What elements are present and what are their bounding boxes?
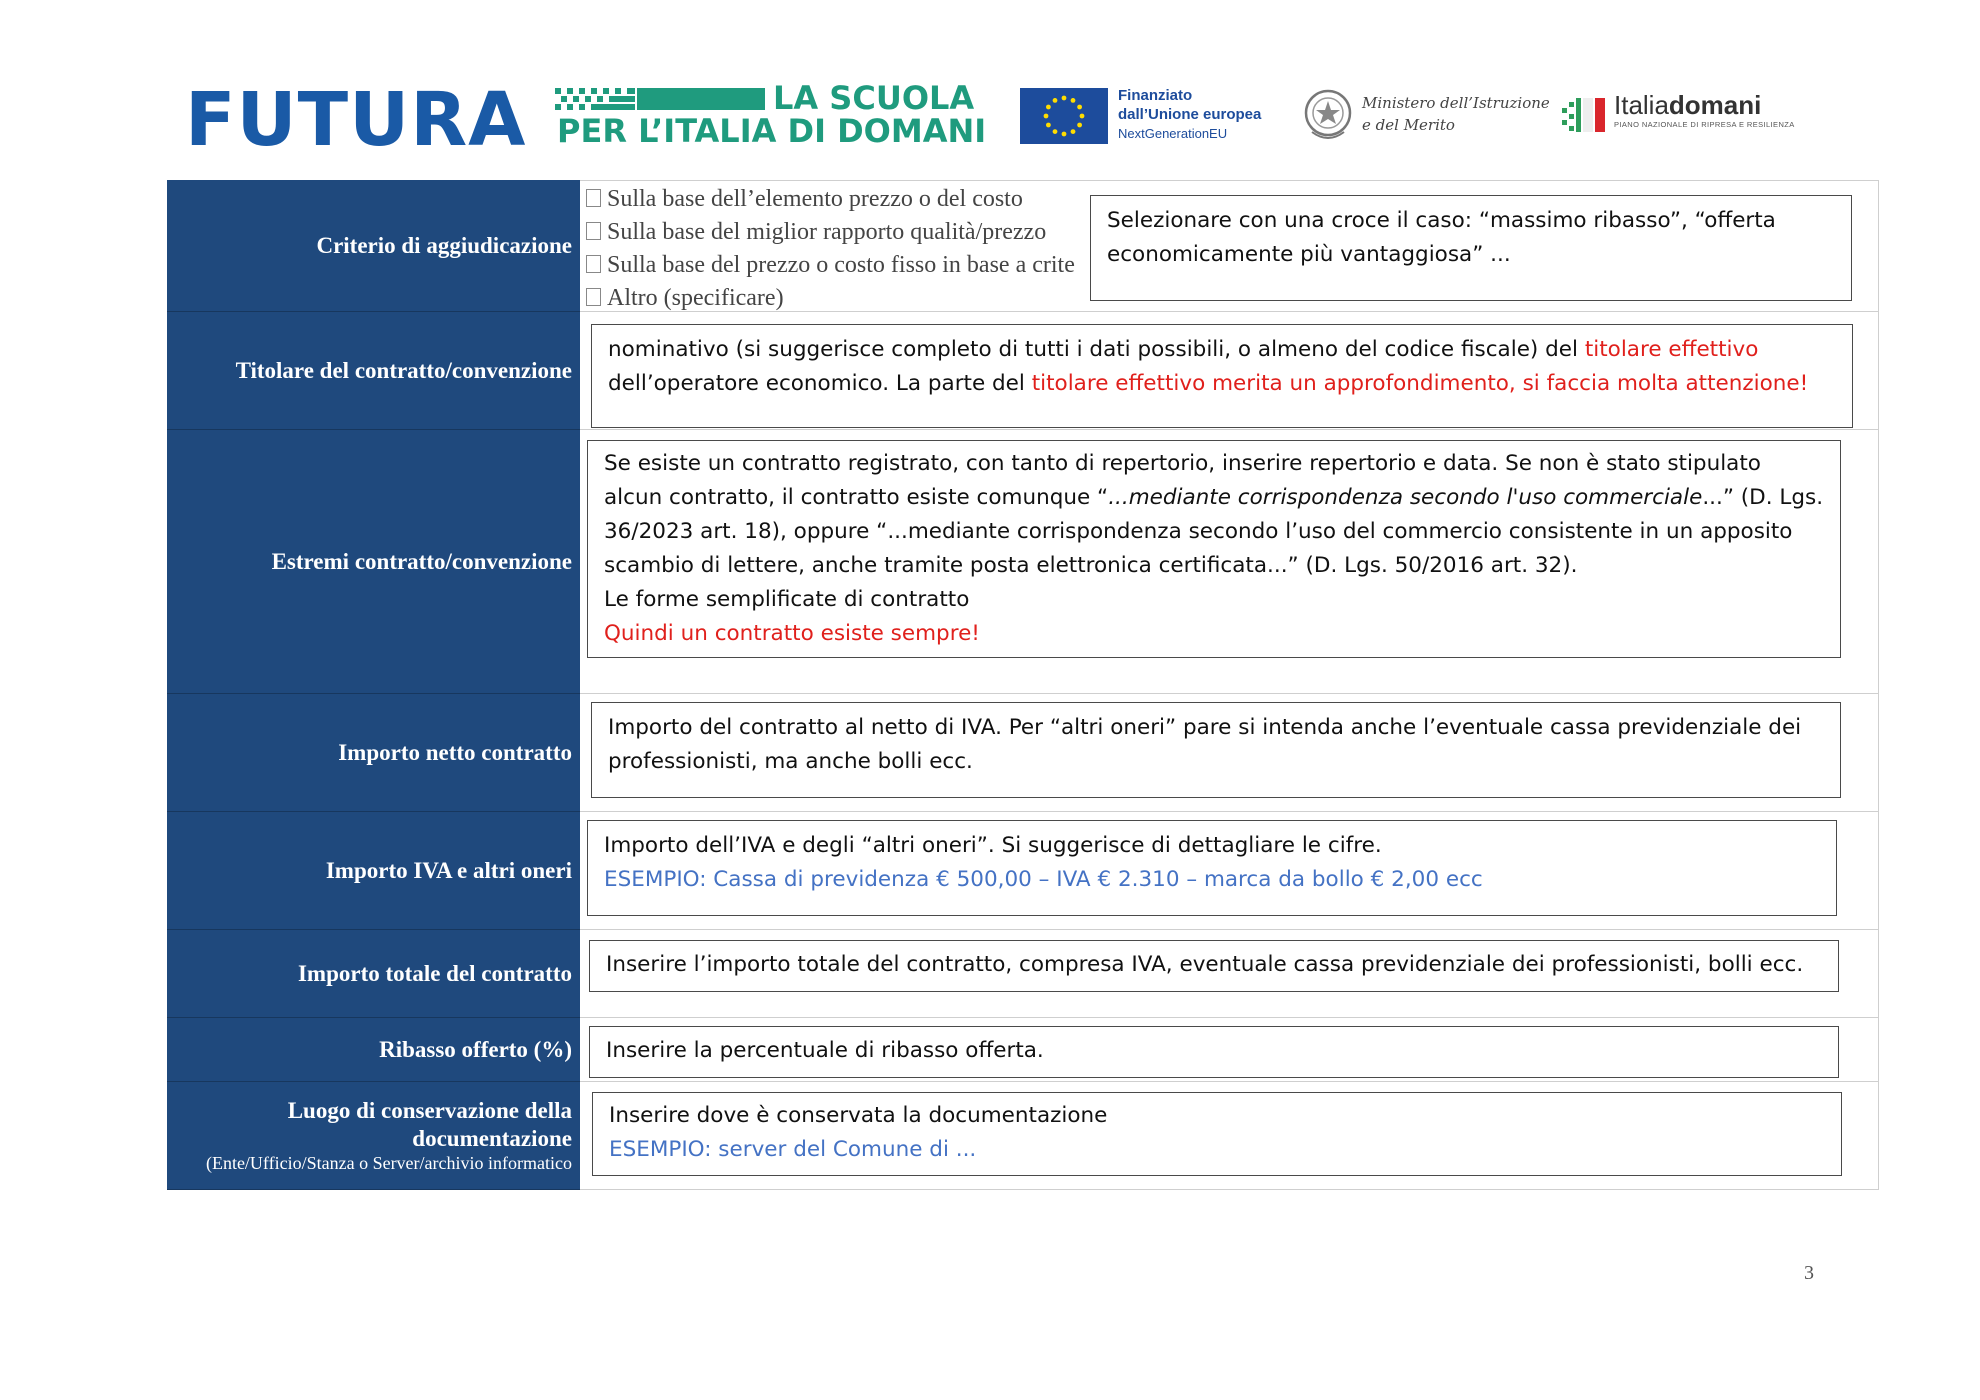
example-text: ESEMPIO: Cassa di previdenza € 500,00 – IVA € 2.310 – marca da bollo € 2,00 ecc [604, 867, 1483, 892]
highlight-text: titolare effettivo [1584, 337, 1759, 362]
row-label: Criterio di aggiudicazione [316, 232, 572, 258]
option-item[interactable] [586, 282, 1075, 315]
luogo-note-box [592, 1092, 1842, 1176]
note-text: dell’operatore economico. La parte del [608, 371, 1032, 396]
titolare-note-box [591, 324, 1853, 428]
option-item[interactable] [586, 249, 1075, 282]
italic-text: ...mediante corrispondenza secondo l'uso commerciale [1108, 485, 1703, 510]
checkbox-icon[interactable] [586, 288, 601, 306]
note-text: Le forme semplificate di contratto [604, 587, 970, 612]
checkbox-icon[interactable] [586, 255, 601, 273]
eu-flag-icon [1020, 88, 1108, 144]
table-row [167, 312, 1879, 430]
eu-line3: NextGenerationEU [1118, 126, 1228, 141]
estremi-note-box [587, 440, 1841, 658]
table-row [167, 1018, 1879, 1082]
row-content-cell [580, 694, 1879, 812]
criterio-options [586, 183, 1075, 315]
row-label: Titolare del contratto/convenzione [235, 357, 572, 383]
ministry-line1: Ministero dell’Istruzione [1362, 94, 1550, 112]
row-content-cell [580, 180, 1879, 312]
option-item[interactable] [586, 216, 1075, 249]
row-label: Estremi contratto/convenzione [271, 548, 572, 574]
highlight-text: Quindi un contratto esiste sempre! [604, 621, 980, 646]
scuola-bar [637, 88, 765, 110]
table-row [167, 1082, 1879, 1190]
row-sublabel: (Ente/Ufficio/Stanza o Server/archivio informatico [205, 1153, 572, 1173]
scuola-logo [555, 79, 987, 150]
option-label: Sulla base dell’elemento prezzo o del costo [607, 186, 1023, 212]
note-text: Inserire l’importo totale del contratto, compresa IVA, eventuale cassa previdenziale dei professionisti, bolli ecc. [606, 952, 1804, 977]
option-item[interactable] [586, 183, 1075, 216]
netto-note-box [591, 702, 1841, 798]
row-label: Ribasso offerto (%) [379, 1036, 572, 1062]
italiadomani-a: Italia [1614, 90, 1669, 120]
ministry-text [1362, 92, 1550, 136]
row-label-cell [167, 930, 580, 1018]
italiadomani-logo [1614, 90, 1795, 129]
italiadomani-sub: PIANO NAZIONALE DI RIPRESA E RESILIENZA [1614, 120, 1795, 129]
criterio-note-box [1090, 195, 1852, 301]
ribasso-input[interactable] [589, 1026, 1839, 1078]
row-content-cell [580, 312, 1879, 430]
scuola-line2: PER L’ITALIA DI DOMANI [557, 112, 987, 150]
note-text: Importo del contratto al netto di IVA. Per “altri oneri” pare si intenda anche l’eventuale cassa previdenziale dei professionisti, ma anche bolli ecc. [608, 715, 1802, 774]
italiadomani-icon [1562, 94, 1608, 136]
note-text: nominativo (si suggerisce completo di tutti i dati possibili, o almeno del codice fiscale) del [608, 337, 1585, 362]
option-label: Sulla base del miglior rapporto qualità/prezzo [607, 219, 1047, 245]
row-content-cell [580, 1018, 1879, 1082]
highlight-text: titolare effettivo merita un approfondimento, si faccia molta attenzione! [1031, 371, 1809, 396]
row-content-cell [580, 930, 1879, 1018]
checkbox-icon[interactable] [586, 189, 601, 207]
row-content-cell [580, 430, 1879, 694]
row-label: Importo totale del contratto [297, 960, 572, 986]
row-label-cell [167, 180, 580, 312]
eu-line2: dall’Unione europea [1118, 106, 1262, 123]
row-label: Luogo di conservazione della documentazione [287, 1098, 572, 1151]
row-label-cell [167, 430, 580, 694]
row-label-cell [167, 1018, 580, 1082]
eu-funding-text [1118, 86, 1261, 143]
table-row [167, 180, 1879, 312]
note-text: Se esiste un contratto registrato, con tanto di repertorio, inserire repertorio e data. Se non è stato stipulato alcun contratto, il contratto esiste comunque “ [604, 451, 1761, 510]
italiadomani-b: domani [1668, 90, 1762, 120]
ministry-line2: e del Merito [1362, 116, 1455, 134]
totale-note-box [589, 940, 1839, 992]
row-content-cell [580, 1082, 1879, 1190]
option-label: Altro (specificare) [607, 285, 784, 311]
note-text: Importo dell’IVA e degli “altri oneri”. Si suggerisce di dettagliare le cifre. [604, 833, 1382, 858]
example-text: ESEMPIO: server del Comune di ... [609, 1137, 977, 1162]
row-label: Importo netto contratto [338, 739, 572, 765]
futura-logo: FUTURA [185, 77, 527, 163]
note-text: Inserire dove è conservata la documentazione [609, 1103, 1108, 1128]
scuola-line1: LA SCUOLA [773, 79, 975, 117]
option-label: Sulla base del prezzo o costo fisso in base a crite [607, 252, 1075, 278]
note-text: Selezionare con una croce il caso: “massimo ribasso”, “offerta economicamente più vantaggiosa” ... [1107, 208, 1776, 267]
row-label-cell [167, 812, 580, 930]
row-label: Importo IVA e altri oneri [325, 857, 572, 883]
table-row [167, 430, 1879, 694]
iva-note-box [587, 820, 1837, 916]
table-row [167, 930, 1879, 1018]
table-row [167, 694, 1879, 812]
page-number: 3 [1804, 1262, 1814, 1284]
row-label-cell [167, 694, 580, 812]
page-header [0, 0, 1980, 163]
row-label-cell [167, 312, 580, 430]
row-content-cell [580, 812, 1879, 930]
row-label-cell [167, 1082, 580, 1190]
table-row [167, 812, 1879, 930]
note-text: Inserire la percentuale di ribasso offerta. [606, 1038, 1044, 1063]
pixel-pattern-icon [555, 88, 635, 110]
checkbox-icon[interactable] [586, 222, 601, 240]
eu-line1: Finanziato [1118, 87, 1193, 104]
italian-emblem-icon [1302, 86, 1354, 144]
note-text: ...” (D. Lgs. 36/2023 art. 18), oppure “...mediante corrispondenza secondo l’uso del commercio consistente in un apposito scambio di lettere, anche tramite posta elettronica certificata...” (D. Lgs. 50/2016 art. 32). [604, 485, 1824, 578]
